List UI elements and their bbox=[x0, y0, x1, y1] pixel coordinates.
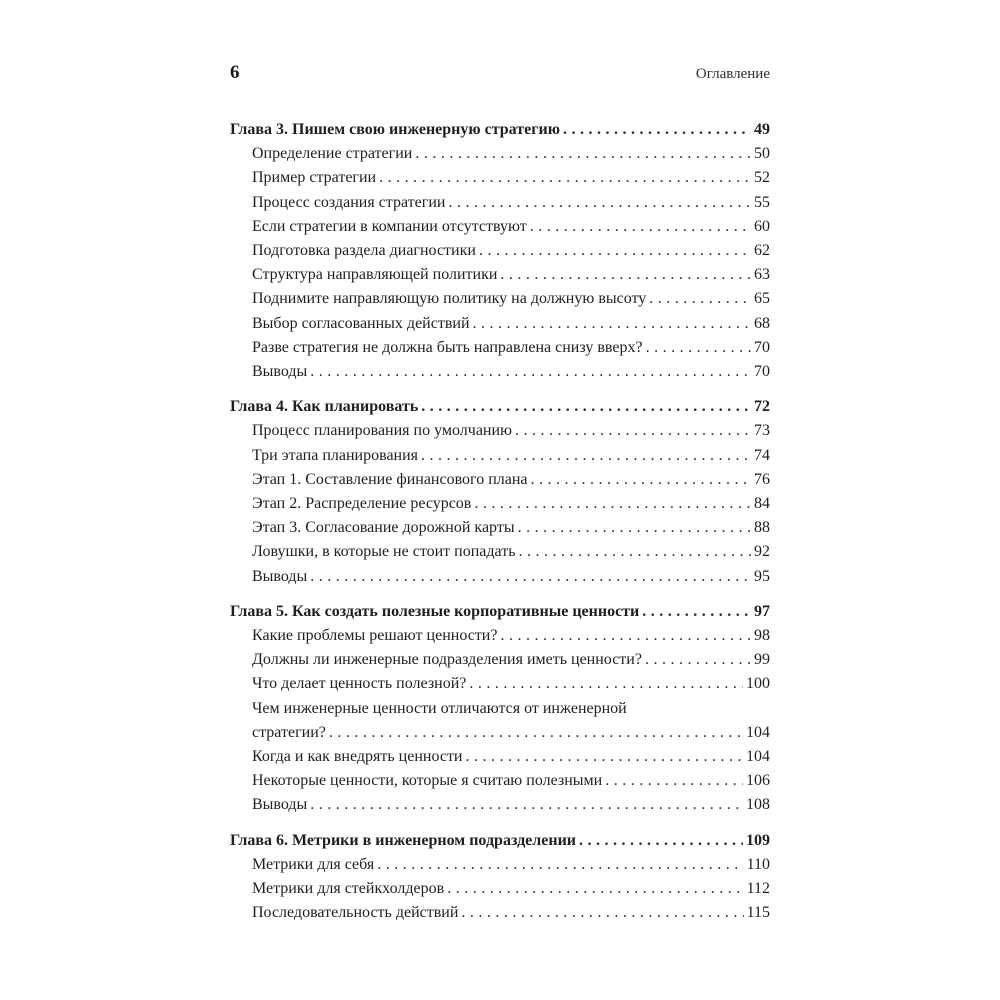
toc-section-entry bbox=[230, 516, 770, 540]
toc-page-ref: 104 bbox=[746, 748, 770, 766]
toc-page-ref: 110 bbox=[746, 855, 770, 873]
toc-entry-title: Этап 2. Распределение ресурсов bbox=[252, 495, 472, 513]
toc-entry-title: Выводы bbox=[252, 567, 308, 585]
toc-page-ref: 62 bbox=[754, 242, 770, 260]
toc-entry-title: Ловушки, в которые не стоит попадать bbox=[252, 543, 516, 561]
toc-page-ref: 109 bbox=[746, 831, 770, 849]
toc-page-ref: 100 bbox=[746, 675, 770, 693]
toc-page-ref: 50 bbox=[754, 145, 770, 163]
toc-entry-title: Поднимите направляющую политику на должную высоту bbox=[252, 290, 647, 308]
toc-page-ref: 73 bbox=[754, 422, 770, 440]
toc-section-entry bbox=[230, 142, 770, 166]
dot-leader bbox=[474, 492, 751, 516]
dot-leader bbox=[329, 721, 743, 745]
toc-entry-title: Когда и как внедрять ценности bbox=[252, 748, 463, 766]
toc-chapter-entry bbox=[230, 118, 770, 142]
toc-page-ref: 97 bbox=[754, 602, 770, 620]
toc-entry-title: Этап 3. Согласование дорожной карты bbox=[252, 519, 515, 537]
dot-leader bbox=[646, 336, 751, 360]
toc-chapter-entry bbox=[230, 395, 770, 419]
running-header: Оглавление bbox=[695, 66, 770, 82]
dot-leader bbox=[531, 468, 752, 492]
toc-section-entry bbox=[230, 492, 770, 516]
toc-page-ref: 74 bbox=[754, 446, 770, 464]
toc-page-ref: 104 bbox=[746, 723, 770, 741]
toc-section-entry bbox=[230, 287, 770, 311]
dot-leader bbox=[530, 215, 751, 239]
dot-leader bbox=[479, 239, 751, 263]
toc-entry-title: Процесс планирования по умолчанию bbox=[252, 422, 512, 440]
toc-entry-title: Структура направляющей политики bbox=[252, 266, 498, 284]
toc-entry-title: Метрики для стейкхолдеров bbox=[252, 880, 445, 898]
toc-page-ref: 65 bbox=[754, 290, 770, 308]
toc-chapter-entry bbox=[230, 829, 770, 853]
dot-leader bbox=[500, 263, 751, 287]
dot-leader bbox=[579, 829, 743, 853]
dot-leader bbox=[645, 648, 751, 672]
dot-leader bbox=[448, 191, 751, 215]
toc-page-ref: 98 bbox=[754, 627, 770, 645]
dot-leader bbox=[518, 516, 751, 540]
toc-section-entry bbox=[230, 648, 770, 672]
toc-entry-title: Глава 4. Как планировать bbox=[230, 398, 419, 416]
toc-entry-title: Выбор согласованных действий bbox=[252, 314, 470, 332]
dot-leader bbox=[421, 395, 751, 419]
toc-page-ref: 68 bbox=[754, 314, 770, 332]
toc-page-ref: 76 bbox=[754, 470, 770, 488]
toc-section-entry bbox=[230, 901, 770, 925]
toc-entry-title: Глава 3. Пишем свою инженерную стратегию bbox=[230, 121, 560, 138]
toc-page-ref: 72 bbox=[754, 398, 770, 416]
toc-entry-title: Глава 5. Как создать полезные корпоративные ценности bbox=[230, 602, 640, 620]
toc-section-entry bbox=[230, 419, 770, 443]
dot-leader bbox=[473, 312, 752, 336]
toc-section-entry bbox=[230, 166, 770, 190]
toc-entry-title: Этап 1. Составление финансового плана bbox=[252, 470, 528, 488]
toc-page-ref: 106 bbox=[746, 772, 770, 790]
toc-section-entry bbox=[230, 565, 770, 589]
dot-leader bbox=[466, 745, 744, 769]
toc-section-entry bbox=[230, 468, 770, 492]
dot-leader bbox=[310, 360, 751, 384]
dot-leader bbox=[379, 166, 751, 190]
toc-page-ref: 63 bbox=[754, 266, 770, 284]
toc-entry-title: Пример стратегии bbox=[252, 169, 377, 187]
toc-entry-title: стратегии? bbox=[252, 723, 326, 741]
toc-entry-title: Некоторые ценности, которые я считаю полезными bbox=[252, 772, 603, 790]
toc-section-entry bbox=[230, 215, 770, 239]
toc-section-entry bbox=[230, 793, 770, 817]
toc-section-entry bbox=[230, 263, 770, 287]
toc-entry-title: Разве стратегия не должна быть направлена снизу вверх? bbox=[252, 338, 643, 356]
dot-leader bbox=[415, 142, 751, 166]
toc-entry-title: Глава 6. Метрики в инженерном подразделении bbox=[230, 831, 577, 849]
toc-entry-title: Выводы bbox=[252, 796, 308, 814]
toc-entry-title: Метрики для себя bbox=[252, 855, 375, 873]
toc-page-ref: 95 bbox=[754, 567, 770, 585]
toc-section-entry bbox=[230, 624, 770, 648]
toc-page-ref: 52 bbox=[754, 169, 770, 187]
toc-section-entry bbox=[230, 360, 770, 384]
toc-page-ref: 88 bbox=[754, 519, 770, 537]
toc-entry-title: Что делает ценность полезной? bbox=[252, 675, 467, 693]
toc-page-ref: 84 bbox=[754, 495, 770, 513]
toc-section-entry bbox=[230, 769, 770, 793]
dot-leader bbox=[310, 565, 751, 589]
toc-section-entry bbox=[230, 191, 770, 215]
page-number: 6 bbox=[230, 62, 240, 83]
dot-leader bbox=[421, 444, 751, 468]
toc-section-entry bbox=[230, 745, 770, 769]
toc-section-entry bbox=[230, 853, 770, 877]
toc-page-ref: 60 bbox=[754, 217, 770, 235]
toc-page-ref: 55 bbox=[754, 193, 770, 211]
toc-entry-title: Процесс создания стратегии bbox=[252, 193, 446, 211]
page-header bbox=[230, 62, 770, 84]
dot-leader bbox=[563, 118, 751, 142]
toc-section-entry bbox=[230, 540, 770, 564]
dot-leader bbox=[519, 540, 752, 564]
dot-leader bbox=[642, 600, 751, 624]
toc-section-entry bbox=[230, 239, 770, 263]
dot-leader bbox=[461, 901, 743, 925]
toc-entry-title: Какие проблемы решают ценности? bbox=[252, 627, 498, 645]
dot-leader bbox=[605, 769, 743, 793]
toc-entry-title: Чем инженерные ценности отличаются от инженерной bbox=[252, 699, 627, 717]
dot-leader bbox=[310, 793, 743, 817]
toc-section-entry bbox=[230, 697, 770, 745]
toc-page-ref: 70 bbox=[754, 363, 770, 381]
toc-section-entry bbox=[230, 672, 770, 696]
dot-leader bbox=[515, 419, 751, 443]
toc-entry-title: Определение стратегии bbox=[252, 145, 413, 163]
toc-entry-title: Должны ли инженерные подразделения иметь ценности? bbox=[252, 651, 642, 669]
toc-page-ref: 49 bbox=[754, 121, 770, 138]
toc-page-ref: 112 bbox=[746, 880, 770, 898]
toc-section-entry bbox=[230, 312, 770, 336]
toc-page-ref: 70 bbox=[754, 338, 770, 356]
toc-section-entry bbox=[230, 877, 770, 901]
dot-leader bbox=[500, 624, 751, 648]
toc-entry-title: Если стратегии в компании отсутствуют bbox=[252, 217, 527, 235]
toc-entry-title: Три этапа планирования bbox=[252, 446, 419, 464]
table-of-contents bbox=[230, 118, 770, 926]
dot-leader bbox=[469, 672, 743, 696]
dot-leader bbox=[447, 877, 743, 901]
toc-entry-title: Подготовка раздела диагностики bbox=[252, 242, 476, 260]
toc-entry-title: Последовательность действий bbox=[252, 904, 459, 922]
dot-leader bbox=[377, 853, 743, 877]
toc-section-entry bbox=[230, 336, 770, 360]
toc-page-ref: 115 bbox=[746, 904, 770, 922]
toc-section-entry bbox=[230, 444, 770, 468]
toc-page-ref: 92 bbox=[754, 543, 770, 561]
toc-chapter-entry bbox=[230, 600, 770, 624]
toc-entry-title: Выводы bbox=[252, 363, 308, 381]
toc-page-ref: 108 bbox=[746, 796, 770, 814]
toc-page-ref: 99 bbox=[754, 651, 770, 669]
dot-leader bbox=[649, 287, 751, 311]
